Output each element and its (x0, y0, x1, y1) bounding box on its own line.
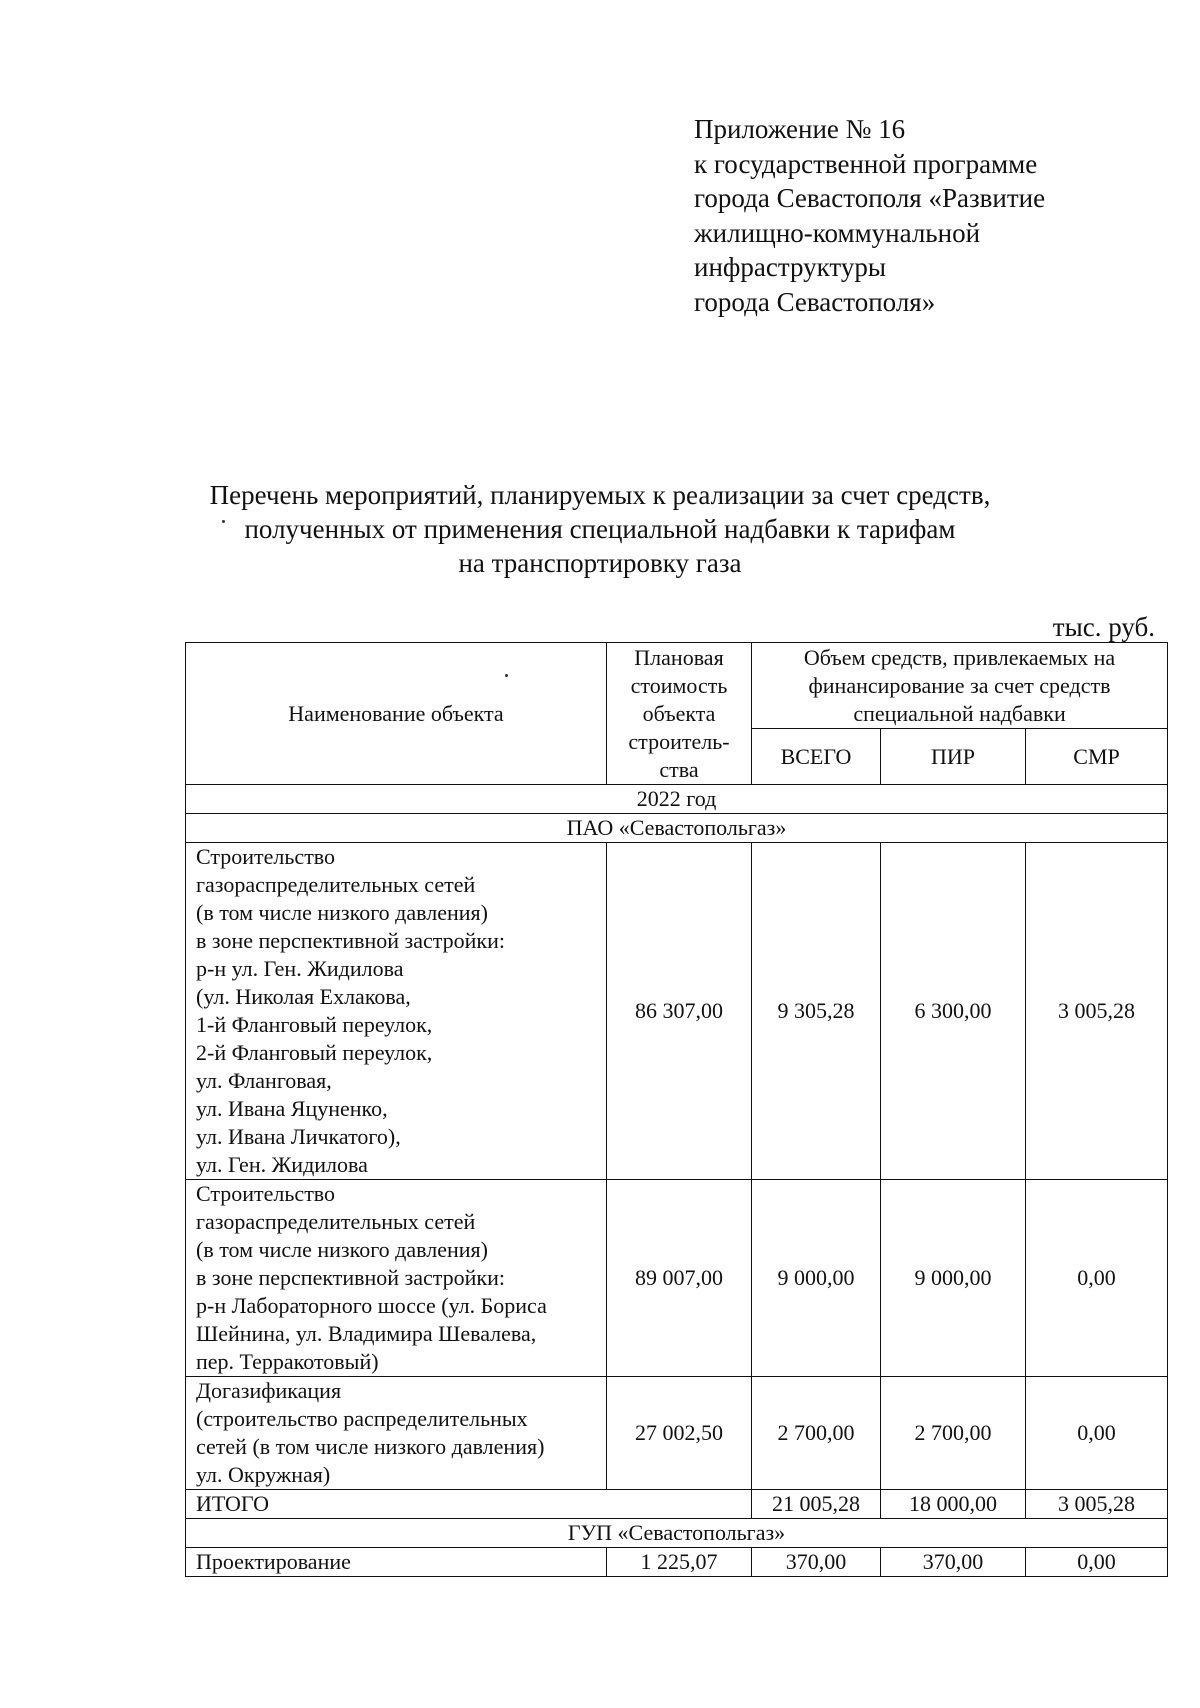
title-line: Перечень мероприятий, планируемых к реализации за счет средств, (209, 480, 991, 510)
row-name (186, 1180, 607, 1377)
row-name-line: р-н Лабораторного шоссе (ул. Бориса (196, 1293, 547, 1318)
header-smr: СМР (1026, 729, 1168, 785)
row-name-line: (ул. Николая Ехлакова, (196, 984, 411, 1009)
header-funds-line: Объем средств, привлекаемых на (803, 644, 1116, 670)
row-name-line: (в том числе низкого давления) (196, 1237, 488, 1262)
row-name-line: газораспределительных сетей (196, 872, 476, 897)
title-line: полученных от применения специальной надбавки к тарифам (244, 514, 956, 544)
row-pir: 6 300,00 (881, 843, 1026, 1180)
row-total: 9 305,28 (752, 843, 881, 1180)
itogo-total: 21 005,28 (752, 1490, 881, 1519)
row-name-line: в зоне перспективной застройки: (196, 1265, 505, 1290)
row-name: Проектирование (186, 1548, 607, 1577)
row-planned: 27 002,50 (607, 1377, 752, 1490)
row-name (186, 1377, 607, 1490)
header-funds-line: финансирование за счет средств (808, 672, 1111, 698)
header-planned-line: ства (659, 756, 699, 782)
header-pir: ПИР (881, 729, 1026, 785)
row-total: 9 000,00 (752, 1180, 881, 1377)
row-name-line: в зоне перспективной застройки: (196, 928, 505, 953)
annex-line: к государственной программе (694, 148, 1038, 179)
row-planned: 89 007,00 (607, 1180, 752, 1377)
row-name-line: Догазификация (196, 1378, 342, 1403)
row-name-line: (строительство распределительных (196, 1406, 528, 1431)
row-name-line: газораспределительных сетей (196, 1209, 476, 1234)
row-pir: 370,00 (881, 1548, 1026, 1577)
annex-line: жилищно-коммунальной (694, 217, 981, 248)
itogo-label: ИТОГО (186, 1490, 752, 1519)
measures-table (185, 642, 1168, 1577)
row-name-line: ул. Окружная) (196, 1462, 331, 1487)
row-pir: 2 700,00 (881, 1377, 1026, 1490)
row-total: 2 700,00 (752, 1377, 881, 1490)
row-name-line: Строительство (196, 1181, 336, 1206)
header-planned-line: объекта (642, 700, 716, 726)
header-planned-line: строитель- (628, 728, 730, 754)
row-pir: 9 000,00 (881, 1180, 1026, 1377)
org-row-gup: ГУП «Севастопольгаз» (186, 1519, 1168, 1548)
table-row (186, 1377, 1168, 1490)
header-planned-line: стоимость (630, 672, 728, 698)
document-title (160, 478, 1040, 580)
header-name: Наименование объекта (186, 643, 607, 785)
units-label: тыс. руб. (1052, 612, 1155, 642)
row-name-line: ул. Фланговая, (196, 1068, 332, 1093)
header-total: ВСЕГО (752, 729, 881, 785)
scan-speck (222, 520, 225, 523)
header-funds (752, 643, 1168, 729)
header-planned-line: Плановая (634, 644, 724, 670)
row-smr: 3 005,28 (1026, 843, 1168, 1180)
year-row: 2022 год (186, 785, 1168, 814)
row-name-line: ул. Ивана Личкатого), (196, 1124, 401, 1149)
org-row-pao: ПАО «Севастопольгаз» (186, 814, 1168, 843)
header-planned-cost (607, 643, 752, 785)
annex-block (694, 112, 1045, 319)
row-name (186, 843, 607, 1180)
row-smr: 0,00 (1026, 1377, 1168, 1490)
row-name-line: (в том числе низкого давления) (196, 900, 488, 925)
itogo-pir: 18 000,00 (881, 1490, 1026, 1519)
row-name-line: сетей (в том числе низкого давления) (196, 1434, 545, 1459)
row-planned: 86 307,00 (607, 843, 752, 1180)
row-planned: 1 225,07 (607, 1548, 752, 1577)
row-name-line: р-н ул. Ген. Жидилова (196, 956, 404, 981)
row-name-line: пер. Терракотовый) (196, 1349, 379, 1374)
row-smr: 0,00 (1026, 1180, 1168, 1377)
table-row (186, 1548, 1168, 1577)
itogo-smr: 3 005,28 (1026, 1490, 1168, 1519)
row-name-line: 1-й Фланговый переулок, (196, 1012, 433, 1037)
row-smr: 0,00 (1026, 1548, 1168, 1577)
title-line: на транспортировку газа (458, 548, 742, 578)
annex-line: Приложение № 16 (694, 114, 906, 144)
annex-line: инфраструктуры (694, 252, 886, 282)
row-name-line: Шейнина, ул. Владимира Шевалева, (196, 1321, 537, 1346)
table-row (186, 1180, 1168, 1377)
row-name-line: ул. Ивана Яцуненко, (196, 1096, 388, 1121)
row-name-line: 2-й Фланговый переулок, (196, 1040, 433, 1065)
row-total: 370,00 (752, 1548, 881, 1577)
header-funds-line: специальной надбавки (853, 700, 1066, 726)
itogo-row (186, 1490, 1168, 1519)
table-row (186, 843, 1168, 1180)
row-name-line: Строительство (196, 844, 336, 869)
annex-line: города Севастополя» (694, 286, 936, 317)
row-name-line: ул. Ген. Жидилова (196, 1152, 368, 1177)
annex-line: города Севастополя «Развитие (694, 183, 1046, 213)
